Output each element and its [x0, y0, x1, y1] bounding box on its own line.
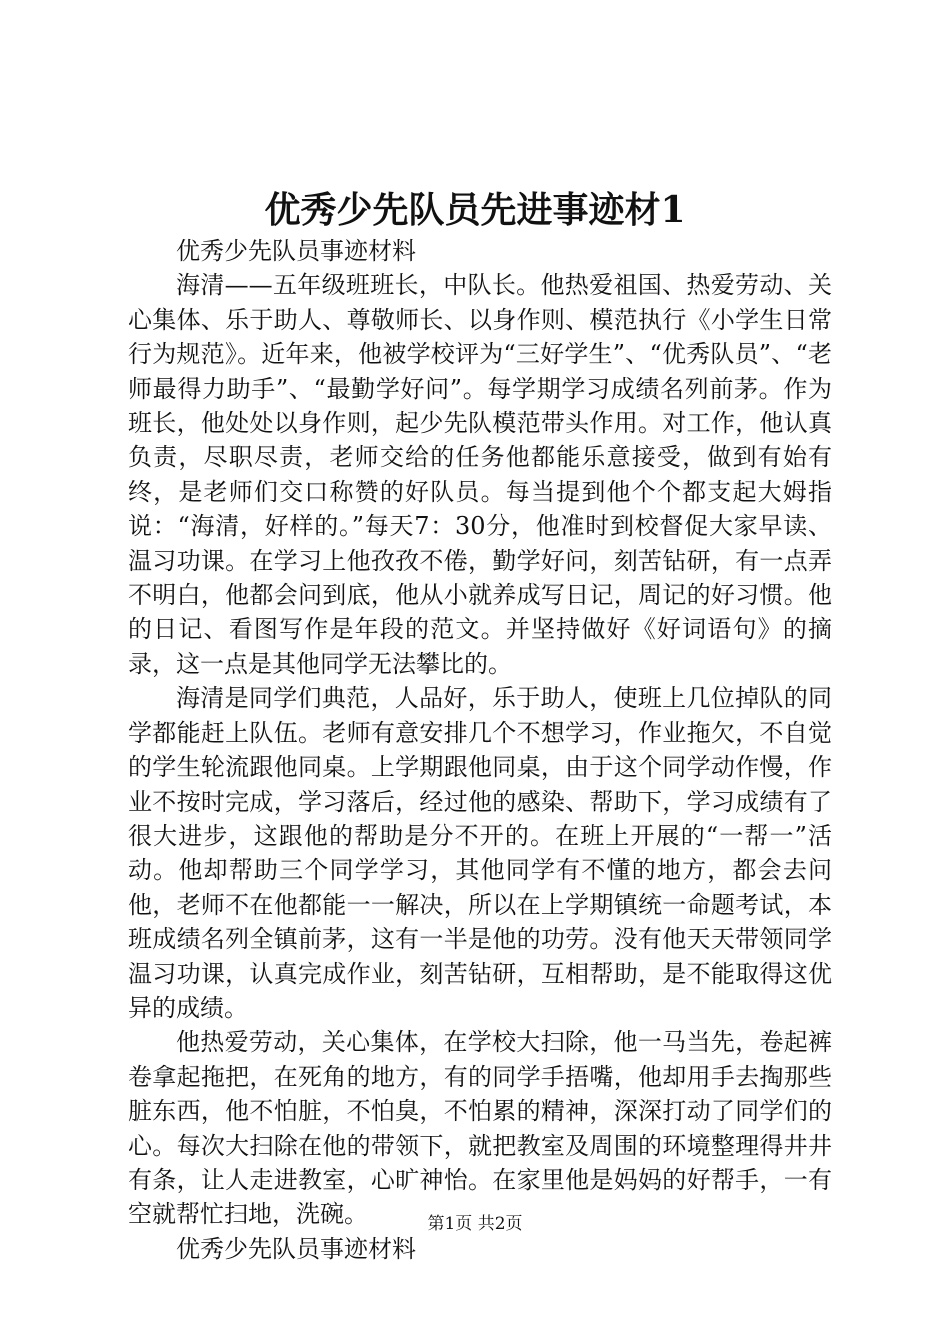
page-footer: 第1页 共2页	[427, 1214, 523, 1234]
paragraph: 海清——五年级班班长，中队长。他热爱祖国、热爱劳动、关心集体、乐于助人、尊敬师长、以身作则、模范执行《小学生日常行为规范》。近年来，他被学校评为“三好学生”、“优秀队员”、“老师最得力助手”、“最勤学好问”。每学期学习成绩名列前茅。作为班长，他处处以身作则，起少先队模范带头作用。对工作，他认真负责，尽职尽责，老师交给的任务他都能乐意接受，做到有始有终，是老师们交口称赞的好队员。每当提到他个个都支起大姆指说：“海清，好样的。”每天7：30分，他准时到校督促大家早读、温习功课。在学习上他孜孜不倦，勤学好问，刻苦钻研，有一点弄不明白，他都会问到底，他从小就养成写日记，周记的好习惯。他的日记、看图写作是年段的范文。并坚持做好《好词语句》的摘录，这一点是其他同学无法攀比的。	[128, 271, 832, 678]
section-heading: 优秀少先队员事迹材料	[176, 237, 416, 265]
section-heading: 优秀少先队员事迹材料	[176, 1234, 416, 1263]
page-title: 优秀少先队员先进事迹材1	[264, 189, 686, 231]
document-body	[128, 234, 832, 1266]
paragraph: 他热爱劳动，关心集体，在学校大扫除，他一马当先，卷起裤卷拿起拖把，在死角的地方，有的同学手捂嘴，他却用手去掏那些脏东西，他不怕脏，不怕臭，不怕累的精神，深深打动了同学们的心。每次大扫除在他的带领下，就把教室及周围的环境整理得井井有条，让人走进教室，心旷神怡。在家里他是妈妈的好帮手，一有空就帮忙扫地，洗碗。	[128, 1028, 832, 1229]
paragraph: 海清是同学们典范，人品好，乐于助人，使班上几位掉队的同学都能赶上队伍。老师有意安排几个不想学习，作业拖欠，不自觉的学生轮流跟他同桌。上学期跟他同桌，由于这个同学动作慢，作业不按时完成，学习落后，经过他的感染、帮助下，学习成绩有了很大进步，这跟他的帮助是分不开的。在班上开展的“一帮一”活动。他却帮助三个同学学习，其他同学有不懂的地方，都会去问他，老师不在他都能一一解决，所以在上学期镇统一命题考试，本班成绩名列全镇前茅，这有一半是他的功劳。没有他天天带领同学温习功课，认真完成作业，刻苦钻研，互相帮助，是不能取得这优异的成绩。	[128, 684, 832, 1022]
